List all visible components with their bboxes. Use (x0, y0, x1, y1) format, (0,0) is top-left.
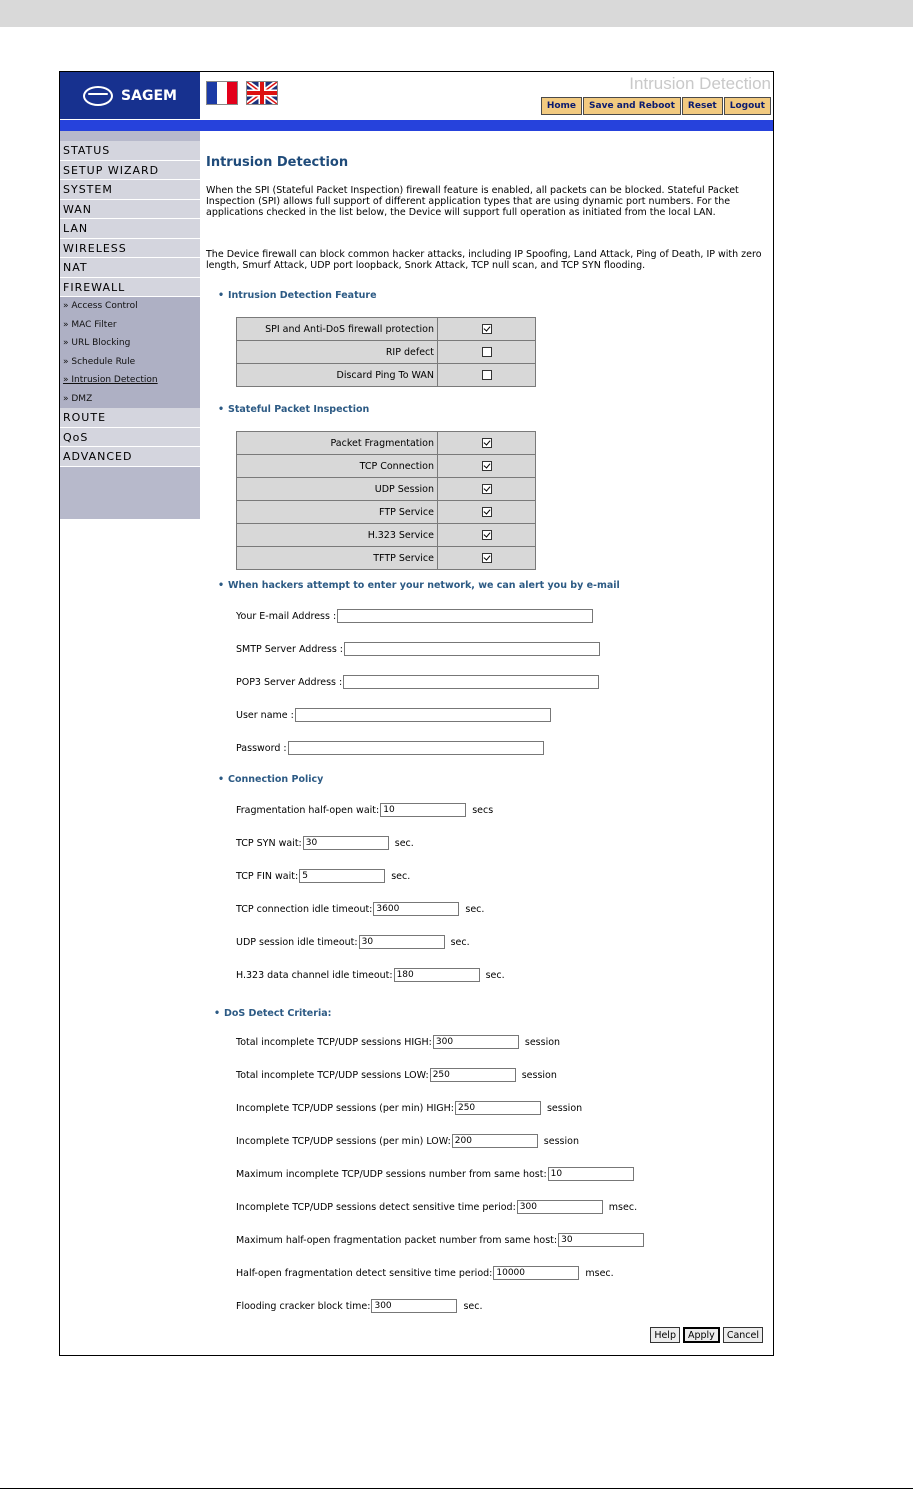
pop3-label: POP3 Server Address : (236, 676, 343, 688)
sidebar-item-setup-wizard[interactable]: SETUP WIZARD (60, 161, 200, 181)
discard-ping-checkbox[interactable] (482, 370, 492, 380)
logout-link[interactable]: Logout (724, 97, 771, 115)
syn-input[interactable] (303, 836, 389, 850)
fin-input[interactable] (299, 869, 385, 883)
sidebar-subitem-access-control[interactable]: » Access Control (60, 297, 200, 316)
spi-anti-dos-checkbox[interactable] (482, 324, 492, 334)
dos-total-high-unit: session (524, 1036, 561, 1048)
password-input[interactable] (288, 741, 544, 755)
h323-label: H.323 data channel idle timeout: (236, 969, 393, 981)
french-flag-icon[interactable] (206, 81, 238, 105)
sidebar-item-qos[interactable]: QoS (60, 428, 200, 448)
ftp-service-checkbox[interactable] (482, 507, 492, 517)
dos-max-host-label: Maximum incomplete TCP/UDP sessions number from same host: (236, 1168, 547, 1180)
dos-permin-high-input[interactable] (455, 1101, 541, 1115)
udpidle-unit: sec. (450, 936, 470, 948)
sidebar-item-wan[interactable]: WAN (60, 200, 200, 220)
email-input[interactable] (337, 609, 593, 623)
sidebar-subitem-url-blocking[interactable]: » URL Blocking (60, 334, 200, 353)
spi-anti-dos-label: SPI and Anti-DoS firewall protection (237, 318, 437, 340)
dos-block-time-input[interactable] (371, 1299, 457, 1313)
packet-fragmentation-label: Packet Fragmentation (237, 432, 437, 454)
dos-frag-period-unit: msec. (585, 1267, 614, 1279)
help-button[interactable]: Help (650, 1327, 680, 1343)
table-row (237, 318, 535, 340)
table-row (237, 478, 535, 500)
dos-row (236, 1101, 582, 1115)
udpidle-row (236, 935, 470, 949)
dos-frag-period-input[interactable] (493, 1266, 579, 1280)
header-nav (540, 97, 771, 115)
syn-unit: sec. (394, 837, 414, 849)
password-row (236, 741, 545, 755)
pop3-input[interactable] (343, 675, 599, 689)
sidebar (60, 131, 200, 519)
header-blue-bar (60, 120, 773, 131)
uk-flag-icon[interactable] (246, 81, 278, 105)
udpidle-label: UDP session idle timeout: (236, 936, 358, 948)
sidebar-item-firewall[interactable]: FIREWALL (60, 278, 200, 298)
table-row (237, 341, 535, 363)
dos-frag-host-label: Maximum half-open fragmentation packet number from same host: (236, 1234, 558, 1246)
sidebar-subitem-intrusion-detection[interactable]: » Intrusion Detection (60, 371, 200, 390)
frag-input[interactable] (380, 803, 466, 817)
dos-row (236, 1035, 560, 1049)
form-buttons (647, 1327, 763, 1343)
dos-permin-high-unit: session (546, 1102, 583, 1114)
dos-block-time-unit: sec. (463, 1300, 483, 1312)
fin-label: TCP FIN wait: (236, 870, 299, 882)
dos-row (236, 1167, 635, 1181)
ftp-service-label: FTP Service (237, 501, 437, 523)
tcpidle-label: TCP connection idle timeout: (236, 903, 373, 915)
frag-row (236, 803, 493, 817)
dos-max-host-input[interactable] (548, 1167, 634, 1181)
sidebar-item-status[interactable]: STATUS (60, 141, 200, 161)
email-row (236, 609, 594, 623)
sidebar-item-system[interactable]: SYSTEM (60, 180, 200, 200)
smtp-label: SMTP Server Address : (236, 643, 344, 655)
tcpidle-input[interactable] (373, 902, 459, 916)
tcpidle-unit: sec. (465, 903, 485, 915)
dos-sensitive-period-input[interactable] (517, 1200, 603, 1214)
table-row (237, 501, 535, 523)
section-dos-detect: • DoS Detect Criteria: (224, 1008, 331, 1019)
rip-defect-checkbox[interactable] (482, 347, 492, 357)
table-row (237, 432, 535, 454)
dos-row (236, 1068, 557, 1082)
syn-row (236, 836, 414, 850)
dos-sensitive-period-label: Incomplete TCP/UDP sessions detect sensitive time period: (236, 1201, 516, 1213)
dos-permin-low-unit: session (543, 1135, 579, 1147)
fin-row (236, 869, 410, 883)
sidebar-subitem-mac-filter[interactable]: » MAC Filter (60, 316, 200, 335)
udp-session-checkbox[interactable] (482, 484, 492, 494)
attacks-paragraph: The Device firewall can block common hacker attacks, including IP Spoofing, Land Attack, Ping of Death, IP with zero length, Smurf Attack, UDP port loopback, Snork Attack, TCP null scan, and TCP SYN flooding. (206, 249, 762, 271)
tcp-connection-label: TCP Connection (237, 455, 437, 477)
spi-table (236, 431, 536, 570)
dos-row (236, 1200, 637, 1214)
h323-input[interactable] (394, 968, 480, 982)
dos-frag-host-input[interactable] (558, 1233, 644, 1247)
table-row (237, 524, 535, 546)
frag-unit: secs (472, 804, 494, 816)
h323-service-label: H.323 Service (237, 524, 437, 546)
sidebar-subitem-schedule-rule[interactable]: » Schedule Rule (60, 353, 200, 372)
router-page-frame (59, 71, 774, 1356)
dos-total-high-input[interactable] (433, 1035, 519, 1049)
sidebar-item-route[interactable]: ROUTE (60, 408, 200, 428)
password-label: Password : (236, 742, 287, 754)
cancel-button[interactable]: Cancel (723, 1327, 763, 1343)
dos-block-time-label: Flooding cracker block time: (236, 1300, 371, 1312)
home-link[interactable]: Home (541, 97, 582, 115)
sidebar-item-nat[interactable]: NAT (60, 258, 200, 278)
smtp-input[interactable] (344, 642, 600, 656)
smtp-row (236, 642, 601, 656)
reset-link[interactable]: Reset (682, 97, 723, 115)
dos-row (236, 1266, 614, 1280)
sagem-logo: SAGEM (60, 72, 200, 119)
save-and-reboot-link[interactable]: Save and Reboot (583, 97, 681, 115)
h323-service-checkbox[interactable] (482, 530, 492, 540)
packet-fragmentation-checkbox[interactable] (482, 438, 492, 448)
username-row (236, 708, 552, 722)
tcp-connection-checkbox[interactable] (482, 461, 492, 471)
sidebar-item-advanced[interactable]: ADVANCED (60, 447, 200, 467)
feature-table (236, 317, 536, 387)
sidebar-item-wireless[interactable]: WIRELESS (60, 239, 200, 259)
email-label: Your E-mail Address : (236, 610, 337, 622)
header-page-heading: Intrusion Detection (629, 74, 771, 93)
table-row (237, 364, 535, 386)
section-email-alert: • When hackers attempt to enter your network, we can alert you by e-mail (228, 580, 620, 591)
dos-total-low-label: Total incomplete TCP/UDP sessions LOW: (236, 1069, 429, 1081)
dos-total-low-unit: session (521, 1069, 557, 1081)
dos-permin-low-label: Incomplete TCP/UDP sessions (per min) LOW: (236, 1135, 451, 1147)
tftp-service-label: TFTP Service (237, 547, 437, 569)
sidebar-item-lan[interactable]: LAN (60, 219, 200, 239)
sidebar-subitem-dmz[interactable]: » DMZ (60, 390, 200, 409)
discard-ping-label: Discard Ping To WAN (237, 364, 437, 386)
dos-row (236, 1134, 579, 1148)
pop3-row (236, 675, 600, 689)
dos-total-high-label: Total incomplete TCP/UDP sessions HIGH: (236, 1036, 432, 1048)
dos-row (236, 1233, 645, 1247)
bottom-rule (0, 1488, 913, 1489)
apply-button[interactable]: Apply (683, 1327, 720, 1343)
tcpidle-row (236, 902, 484, 916)
udpidle-input[interactable] (359, 935, 445, 949)
table-row (237, 455, 535, 477)
h323-unit: sec. (485, 969, 505, 981)
intro-paragraph: When the SPI (Stateful Packet Inspection) firewall feature is enabled, all packets can be blocked. Stateful Packet Inspection (SPI) allows full support of different application types that are using dynamic port numbers. For the applications checked in the list below, the Device will support full operation as initiated from the local LAN. (206, 185, 739, 218)
h323-row (236, 968, 505, 982)
page-title: Intrusion Detection (206, 155, 349, 170)
section-connection-policy: • Connection Policy (228, 774, 323, 785)
fin-unit: sec. (391, 870, 411, 882)
tftp-service-checkbox[interactable] (482, 553, 492, 563)
dos-permin-low-input[interactable] (452, 1134, 538, 1148)
udp-session-label: UDP Session (237, 478, 437, 500)
username-input[interactable] (295, 708, 551, 722)
section-intrusion-detection-feature: • Intrusion Detection Feature (228, 290, 377, 301)
syn-label: TCP SYN wait: (236, 837, 302, 849)
dos-row (236, 1299, 483, 1313)
frag-label: Fragmentation half-open wait: (236, 804, 380, 816)
dos-total-low-input[interactable] (430, 1068, 516, 1082)
dos-sensitive-period-unit: msec. (608, 1201, 638, 1213)
dos-permin-high-label: Incomplete TCP/UDP sessions (per min) HIGH: (236, 1102, 454, 1114)
dos-frag-period-label: Half-open fragmentation detect sensitive time period: (236, 1267, 493, 1279)
username-label: User name : (236, 709, 294, 721)
section-stateful-packet-inspection: • Stateful Packet Inspection (228, 404, 369, 415)
sagem-logo-mark-icon (83, 86, 113, 106)
table-row (237, 547, 535, 569)
rip-defect-label: RIP defect (237, 341, 437, 363)
top-band (0, 0, 913, 27)
